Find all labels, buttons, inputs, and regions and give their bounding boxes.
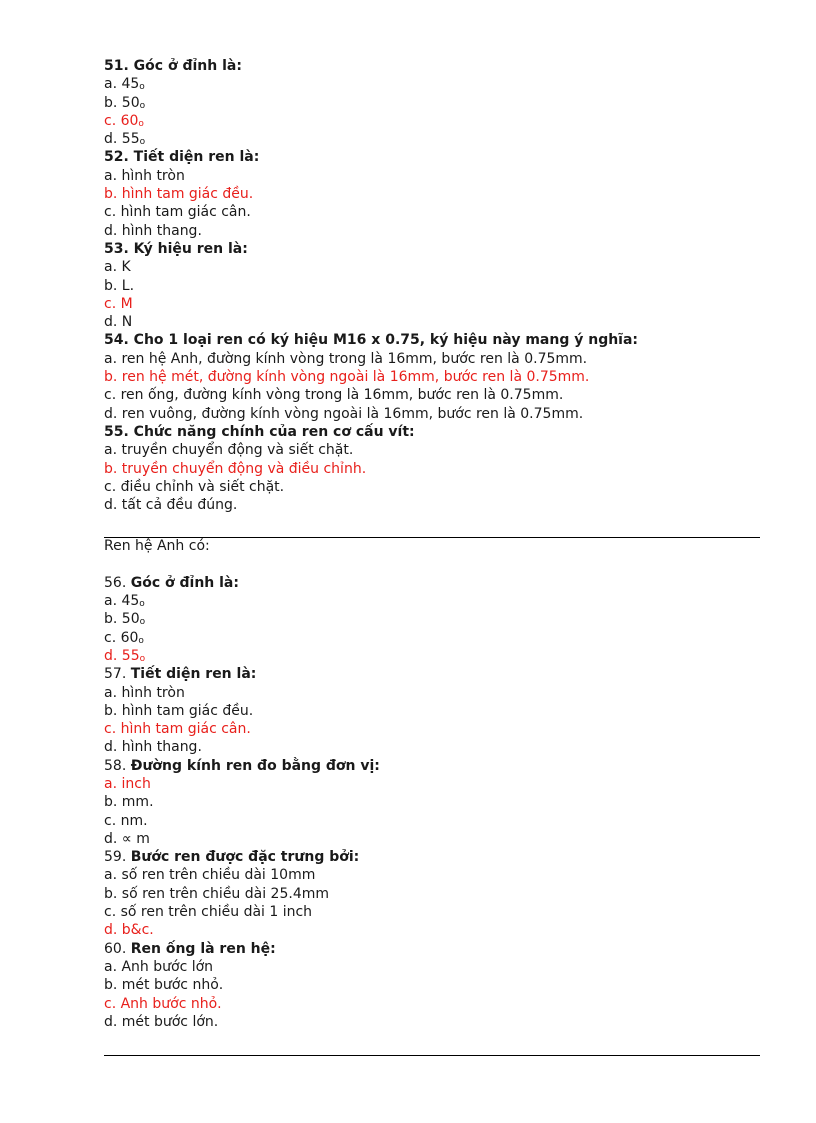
answer-option-correct: c. hình tam giác cân. <box>104 721 251 738</box>
question-part1-4: 55. Chức năng chính của ren cơ cấu vít: <box>104 423 415 440</box>
answer-option: a. K <box>104 259 131 276</box>
answer-option-correct: c. 60o <box>104 112 144 129</box>
answer-option: b. L. <box>104 277 135 294</box>
question-part1-0: 51. Góc ở đỉnh là: <box>104 58 242 74</box>
answer-option: d. 55o <box>104 131 146 148</box>
quiz-part-2 <box>104 574 764 1031</box>
question-text: Ren ống là ren hệ: <box>130 940 276 957</box>
spacer-before-rule <box>104 514 764 537</box>
question-text: Tiết diện ren là: <box>130 666 257 683</box>
answer-option: c. số ren trên chiều dài 1 inch <box>104 904 313 921</box>
answer-option-correct: b. ren hệ mét, đường kính vòng ngoài là 16mm, bước ren là 0.75mm. <box>104 369 590 386</box>
answer-option: a. Anh bước lớn <box>104 958 214 975</box>
answer-option: d. hình thang. <box>104 222 202 239</box>
answer-option: d. ren vuông, đường kính vòng ngoài là 16mm, bước ren là 0.75mm. <box>104 405 584 422</box>
answer-option: a. 45o <box>104 593 145 610</box>
answer-option: a. số ren trên chiều dài 10mm <box>104 867 316 884</box>
question-part2-1 <box>104 665 764 683</box>
answer-option: d. mét bước lớn. <box>104 1013 219 1030</box>
answer-option-correct: c. Anh bước nhỏ. <box>104 995 222 1012</box>
section-title: Ren hệ Anh có: <box>104 538 210 555</box>
answer-option: c. ren ống, đường kính vòng trong là 16mm, bước ren là 0.75mm. <box>104 387 564 404</box>
question-part2-0 <box>104 574 764 592</box>
answer-option: b. hình tam giác đều. <box>104 702 254 719</box>
answer-option-correct: c. M <box>104 295 133 312</box>
answer-option: c. điều chỉnh và siết chặt. <box>104 478 285 495</box>
answer-option: c. hình tam giác cân. <box>104 204 251 221</box>
answer-option: a. hình tròn <box>104 167 185 184</box>
quiz-part-1 <box>104 57 764 514</box>
answer-option: a. truyền chuyển động và siết chặt. <box>104 442 354 459</box>
answer-option: b. 50o <box>104 611 146 628</box>
question-part1-1: 52. Tiết diện ren là: <box>104 149 260 166</box>
answer-option-correct: b. hình tam giác đều. <box>104 186 254 203</box>
question-text: Góc ở đỉnh là: <box>130 574 239 591</box>
answer-option: d. hình thang. <box>104 739 202 756</box>
answer-option: c. nm. <box>104 812 148 829</box>
question-part1-2: 53. Ký hiệu ren là: <box>104 240 248 257</box>
answer-option: b. mm. <box>104 794 154 811</box>
answer-option: a. hình tròn <box>104 684 185 701</box>
answer-option: a. ren hệ Anh, đường kính vòng trong là 16mm, bước ren là 0.75mm. <box>104 350 588 367</box>
quiz-content <box>104 57 764 1031</box>
answer-option: d. ∝ m <box>104 830 150 847</box>
answer-option: b. 50o <box>104 94 146 111</box>
question-number: 59. <box>104 849 131 866</box>
question-text: Bước ren được đặc trưng bởi: <box>130 849 360 866</box>
question-number: 60. <box>104 940 131 957</box>
question-text: Đường kính ren đo bằng đơn vị: <box>130 757 380 774</box>
question-number: 56. <box>104 574 131 591</box>
horizontal-rule <box>104 1055 760 1056</box>
answer-option-correct: d. b&c. <box>104 922 154 939</box>
answer-option-correct: d. 55o <box>104 647 146 664</box>
blank-line <box>104 556 764 574</box>
answer-option: a. 45o <box>104 76 145 93</box>
question-number: 57. <box>104 666 131 683</box>
answer-option-correct: a. inch <box>104 775 151 792</box>
answer-option: d. N <box>104 314 133 331</box>
question-part2-4 <box>104 940 764 958</box>
horizontal-rule <box>104 537 760 538</box>
answer-option-correct: b. truyền chuyển động và điều chỉnh. <box>104 460 367 477</box>
answer-option: c. 60o <box>104 629 144 646</box>
question-part2-3 <box>104 848 764 866</box>
answer-option: d. tất cả đều đúng. <box>104 497 238 514</box>
question-number: 58. <box>104 757 131 774</box>
answer-option: b. mét bước nhỏ. <box>104 977 224 994</box>
question-part2-2 <box>104 757 764 775</box>
question-part1-3: 54. Cho 1 loại ren có ký hiệu M16 x 0.75, ký hiệu này mang ý nghĩa: <box>104 332 639 349</box>
answer-option: b. số ren trên chiều dài 25.4mm <box>104 885 330 902</box>
